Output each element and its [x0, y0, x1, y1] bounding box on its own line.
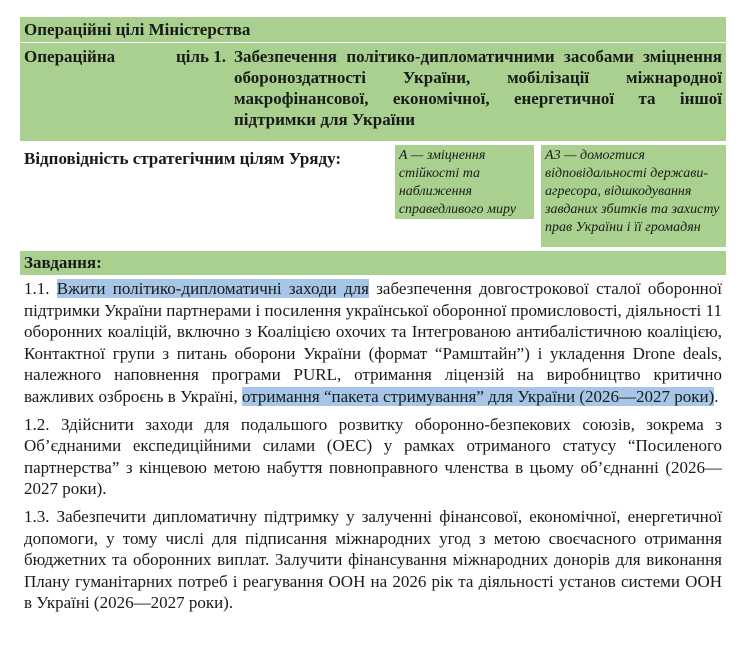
alignment-label: Відповідність стратегічним цілям Уряду:	[24, 149, 342, 168]
strategic-goal-a3: А3 — домогтися відповідальності держави-агресора, відшкодування завданих збитків та захисту прав України і її громадян	[541, 145, 726, 247]
section-title: Операційні цілі Міністерства	[20, 17, 726, 42]
highlighted-text: отримання “пакета стримування” для України (2026—2027 роки)	[241, 386, 715, 406]
task-number: 1.2.	[24, 414, 50, 434]
task-1-3	[20, 506, 726, 614]
task-number: 1.1.	[24, 279, 50, 298]
task-text: забезпечення довгострокової сталої оборонної підтримки України партнерами і посилення української оборонної промисловості, діяльності 11 оборонних коаліцій, включно з Коаліцією охочих та Інтегрованою антибалістичною коаліцією, Контактної групи з питань оборони України (формат “Рамштайн”) і укладення Drone deals, належного наповнення програми PURL, отримання ліцензій на виробництво критично важливих озброєнь в Україні,	[24, 279, 723, 406]
highlighted-text: Вжити політико-дипломатичні заходи для	[56, 279, 369, 298]
task-1-2	[20, 414, 726, 500]
alignment-row	[20, 145, 726, 247]
operational-goal-row	[20, 43, 726, 141]
goal-text: Забезпечення політико-дипломатичними засобами зміцнення обороноздатності України, мобілізації міжнародної макрофінансової, економічної, енергетичної та іншої підтримки для України	[234, 47, 722, 129]
goal-label-number: ціль 1.	[175, 47, 226, 66]
task-text: Забезпечити дипломатичну підтримку у залученні фінансової, економічної, енергетичної допомоги, у тому числі для підписання міжнародних угод з метою своєчасного отримання бюджетних та оборонних виплат. Залучити фінансування міжнародних донорів для виконання Плану гуманітарних потреб і реагування ООН на 2026 рік та діяльності установ системи ООН в Україні (2026—2027 роки).	[24, 506, 722, 613]
tasks-heading: Завдання:	[20, 251, 726, 275]
task-1-1	[20, 278, 726, 408]
document-body	[20, 17, 726, 614]
task-number: 1.3.	[24, 506, 50, 526]
strategic-goal-a: А — зміцнення стійкості та наближення справедливого миру	[395, 145, 534, 219]
goal-label	[20, 43, 230, 141]
task-text-end: .	[714, 386, 719, 406]
task-text: Здійснити заходи для подальшого розвитку оборонно-безпекових союзів, зокрема з Об’єднаними експедиційними силами (ОЕС) у рамках отриманого статусу “Посиленого партнерства” з кінцевою метою набуття повноправного членства в цьому об’єднанні (2026—2027 роки).	[24, 414, 722, 499]
goal-label-word: Операційна	[24, 47, 116, 66]
